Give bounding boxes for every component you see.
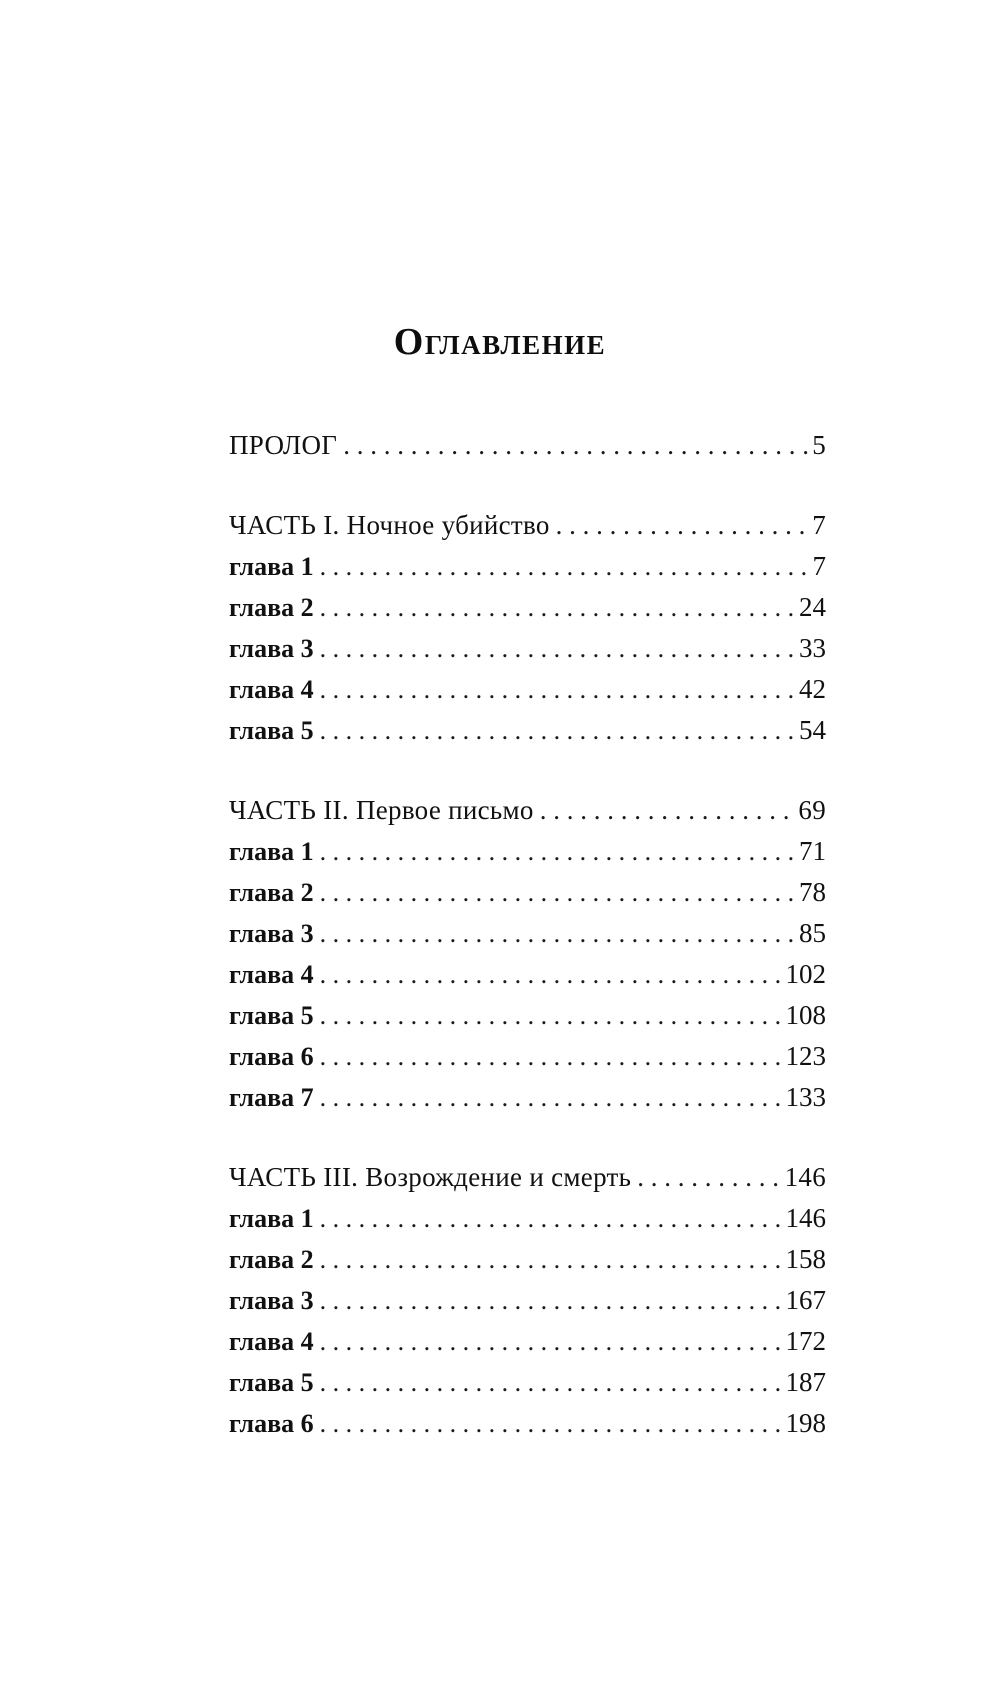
toc-entry-label: глава 6 [229, 1409, 314, 1438]
dot-leader [314, 669, 799, 710]
page-title: Оглавление [393, 321, 607, 363]
toc-entry-chapter[interactable] [229, 913, 826, 954]
toc-entry-label: глава 3 [229, 919, 314, 948]
toc-entry-page: 187 [785, 1367, 826, 1397]
toc-entry-label: ЧАСТЬ I. Ночное убийство [229, 510, 550, 540]
dot-leader [337, 425, 812, 466]
dot-leader [314, 872, 799, 913]
toc-entry-chapter[interactable] [229, 669, 826, 710]
toc-entry-page: 172 [785, 1326, 826, 1356]
toc-entry-chapter[interactable] [229, 628, 826, 669]
toc-entry-page: 102 [785, 959, 826, 989]
dot-leader [534, 790, 799, 831]
toc-entry-label: глава 2 [229, 1245, 314, 1274]
dot-leader [314, 1077, 786, 1118]
toc-entry-label: глава 4 [229, 960, 314, 989]
toc-entry-chapter[interactable] [229, 710, 826, 751]
dot-leader [314, 710, 799, 751]
toc-entry-page: 42 [799, 674, 826, 704]
toc-entry-label: глава 1 [229, 1204, 314, 1233]
toc-entry-chapter[interactable] [229, 872, 826, 913]
toc-entry-chapter[interactable] [229, 1403, 826, 1444]
dot-leader [314, 587, 799, 628]
toc-entry-label: ЧАСТЬ II. Первое письмо [229, 795, 534, 825]
toc-entry-label: глава 1 [229, 837, 314, 866]
toc-entry-chapter[interactable] [229, 831, 826, 872]
dot-leader [314, 1280, 786, 1321]
toc-entry-chapter[interactable] [229, 1239, 826, 1280]
toc-entry-label: глава 6 [229, 1042, 314, 1071]
toc-entry-part-1[interactable] [229, 505, 826, 546]
toc-entry-chapter[interactable] [229, 995, 826, 1036]
toc-entry-page: 198 [785, 1408, 826, 1438]
toc-entry-page: 158 [785, 1244, 826, 1274]
dot-leader [314, 1321, 786, 1362]
dot-leader [314, 628, 799, 669]
toc-entry-chapter[interactable] [229, 1321, 826, 1362]
toc-entry-label: глава 1 [229, 552, 314, 581]
toc-entry-chapter[interactable] [229, 546, 826, 587]
dot-leader [314, 995, 786, 1036]
dot-leader [314, 831, 799, 872]
dot-leader [314, 1198, 786, 1239]
toc-entry-label: глава 5 [229, 716, 314, 745]
dot-leader [314, 1036, 786, 1077]
toc-entry-part-2[interactable] [229, 790, 826, 831]
toc-entry-label: глава 5 [229, 1368, 314, 1397]
toc-entry-page: 54 [799, 715, 826, 745]
toc-entry-page: 24 [799, 592, 826, 622]
toc-entry-page: 7 [812, 551, 826, 581]
dot-leader [314, 1403, 786, 1444]
toc-entry-label: глава 7 [229, 1083, 314, 1112]
toc-entry-label: глава 5 [229, 1001, 314, 1030]
toc-entry-page: 108 [785, 1000, 826, 1030]
toc-entry-page: 85 [799, 918, 826, 948]
toc-entry-page: 33 [799, 633, 826, 663]
toc-entry-page: 5 [812, 430, 826, 460]
toc-entry-label: глава 2 [229, 878, 314, 907]
toc-entry-label: ПРОЛОГ [229, 430, 338, 460]
dot-leader [314, 1239, 786, 1280]
dot-leader [314, 546, 813, 587]
toc-entry-part-3[interactable] [229, 1157, 826, 1198]
toc-entry-page: 71 [799, 836, 826, 866]
toc-entry-page: 69 [798, 795, 826, 825]
toc-entry-label: глава 4 [229, 1327, 314, 1356]
toc-entry-prologue[interactable] [229, 425, 826, 466]
dot-leader [550, 505, 813, 546]
toc-entry-page: 167 [785, 1285, 826, 1315]
toc-entry-page: 78 [799, 877, 826, 907]
toc-entry-chapter[interactable] [229, 1362, 826, 1403]
table-of-contents [229, 425, 826, 1444]
toc-entry-label: ЧАСТЬ III. Возрождение и смерть [229, 1162, 632, 1192]
toc-entry-label: глава 3 [229, 1286, 314, 1315]
toc-entry-chapter[interactable] [229, 1280, 826, 1321]
toc-entry-chapter[interactable] [229, 587, 826, 628]
toc-entry-chapter[interactable] [229, 1077, 826, 1118]
toc-entry-chapter[interactable] [229, 1036, 826, 1077]
toc-entry-page: 133 [785, 1082, 826, 1112]
dot-leader [314, 954, 786, 995]
toc-entry-chapter[interactable] [229, 954, 826, 995]
dot-leader [314, 913, 799, 954]
dot-leader [314, 1362, 786, 1403]
toc-entry-page: 123 [785, 1041, 826, 1071]
dot-leader [631, 1157, 784, 1198]
toc-entry-label: глава 4 [229, 675, 314, 704]
toc-entry-page: 7 [812, 510, 826, 540]
toc-entry-label: глава 3 [229, 634, 314, 663]
toc-entry-page: 146 [785, 1203, 826, 1233]
toc-entry-label: глава 2 [229, 593, 314, 622]
toc-entry-chapter[interactable] [229, 1198, 826, 1239]
toc-entry-page: 146 [784, 1162, 826, 1192]
